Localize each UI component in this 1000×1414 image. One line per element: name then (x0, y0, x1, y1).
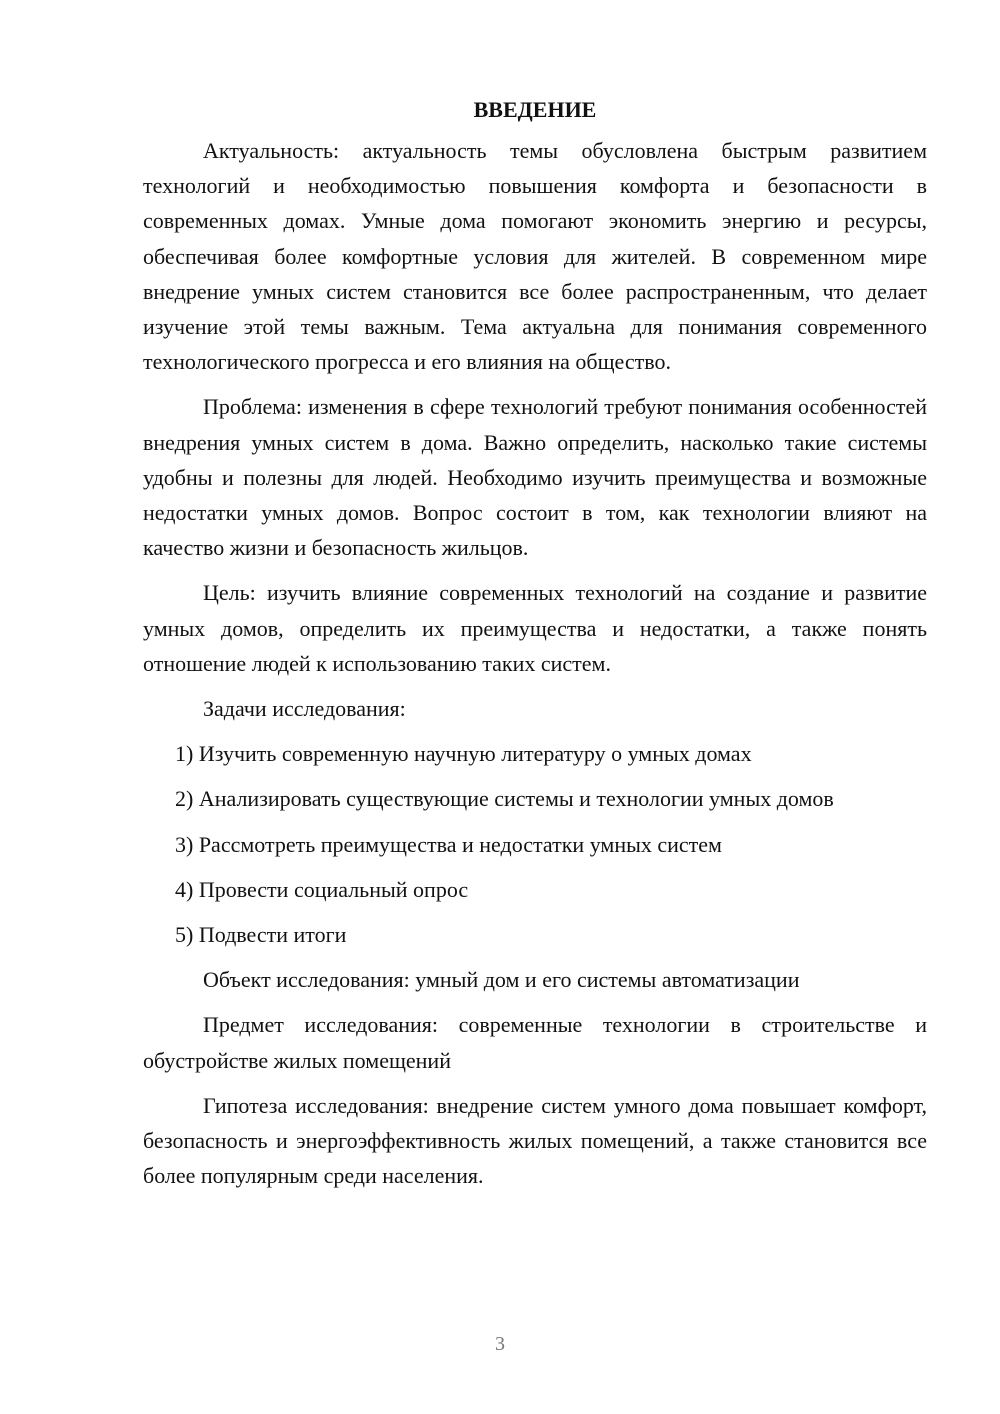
tasks-title: Задачи исследования: (203, 696, 406, 722)
document-page (143, 93, 927, 1203)
tasks-list (143, 736, 927, 952)
section-heading: ВВЕДЕНИЕ (473, 97, 597, 122)
page-number: 3 (495, 1333, 505, 1355)
list-item: 5) Подвести итоги (175, 922, 347, 948)
subject-paragraph: Предмет исследования: современные технологии в строительстве и обустройстве жилых помещений (143, 1012, 927, 1073)
list-item: 2) Анализировать существующие системы и технологии умных домов (175, 786, 834, 812)
list-item: 4) Провести социальный опрос (175, 876, 469, 902)
list-item: 3) Рассмотреть преимущества и недостатки умных систем (175, 831, 722, 857)
list-item: 1) Изучить современную научную литературу о умных домах (175, 741, 752, 767)
goal-paragraph: Цель: изучить влияние современных технологий на создание и развитие умных домов, определить их преимущества и недостатки, а также понять отношение людей к использованию таких систем. (143, 580, 927, 676)
relevance-paragraph: Актуальность: актуальность темы обусловлена быстрым развитием технологий и необходимостью повышения комфорта и безопасности в современных домах. Умные дома помогают экономить энергию и ресурсы, обеспечивая более комфортные условия для жителей. В современном мире внедрение умных систем становится все более распространенным, что делает изучение этой темы важным. Тема актуальна для понимания современного технологического прогресса и его влияния на общество. (143, 138, 927, 375)
hypothesis-paragraph: Гипотеза исследования: внедрение систем умного дома повышает комфорт, безопасность и энергоэффективность жилых помещений, а также становится все более популярным среди населения. (143, 1092, 927, 1189)
object-paragraph: Объект исследования: умный дом и его системы автоматизации (203, 967, 800, 993)
problem-paragraph: Проблема: изменения в сфере технологий требуют понимания особенностей внедрения умных систем в дома. Важно определить, насколько такие системы удобны и полезны для людей. Необходимо изучить преимущества и возможные недостатки умных домов. Вопрос состоит в том, как технологии влияют на качество жизни и безопасность жильцов. (143, 394, 927, 561)
